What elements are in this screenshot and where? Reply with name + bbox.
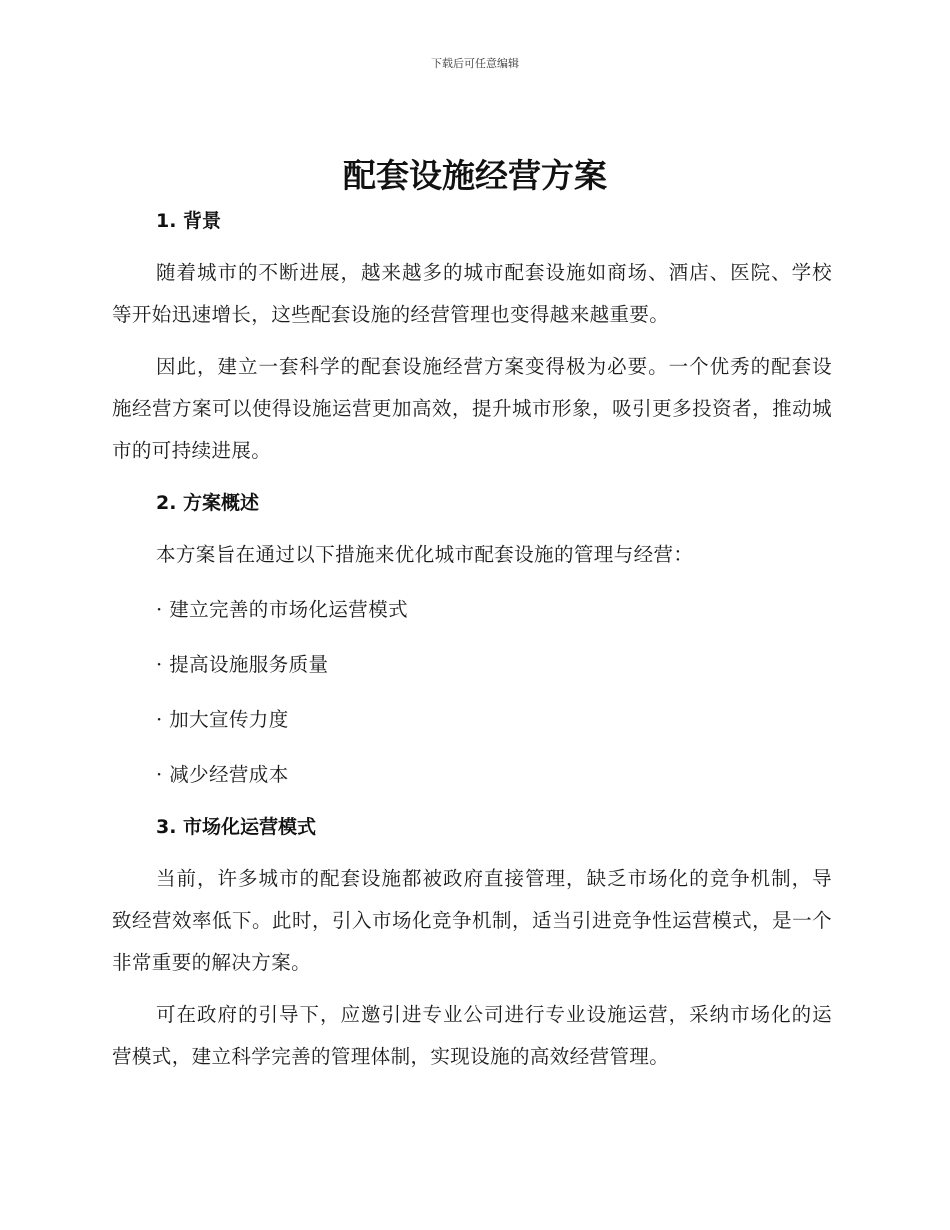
document-title: 配套设施经营方案 [343,156,607,195]
section-heading-overview: 2. 方案概述 [156,492,260,514]
list-item: · 加大宣传力度 [156,708,289,731]
list-item: · 建立完善的市场化运营模式 [156,598,408,621]
document-body [112,200,832,1078]
paragraph: 本方案旨在通过以下措施来优化城市配套设施的管理与经营： [156,543,694,566]
list-item: · 提高设施服务质量 [156,653,329,676]
paragraph: 可在政府的引导下，应邀引进专业公司进行专业设施运营，采纳市场化的运营模式，建立科学完善的管理体制，实现设施的高效经营管理。 [112,1003,832,1068]
section-heading-background: 1. 背景 [156,210,222,232]
section-heading-market-operation: 3. 市场化运营模式 [156,816,317,838]
page-header-note: 下载后可任意编辑 [431,57,519,70]
paragraph: 因此，建立一套科学的配套设施经营方案变得极为必要。一个优秀的配套设施经营方案可以使得设施运营更加高效，提升城市形象，吸引更多投资者，推动城市的可持续进展。 [112,355,832,462]
list-item: · 减少经营成本 [156,763,289,786]
paragraph: 当前，许多城市的配套设施都被政府直接管理，缺乏市场化的竞争机制，导致经营效率低下。此时，引入市场化竞争机制，适当引进竞争性运营模式，是一个非常重要的解决方案。 [112,867,832,974]
paragraph: 随着城市的不断进展，越来越多的城市配套设施如商场、酒店、医院、学校等开始迅速增长，这些配套设施的经营管理也变得越来越重要。 [112,261,832,326]
